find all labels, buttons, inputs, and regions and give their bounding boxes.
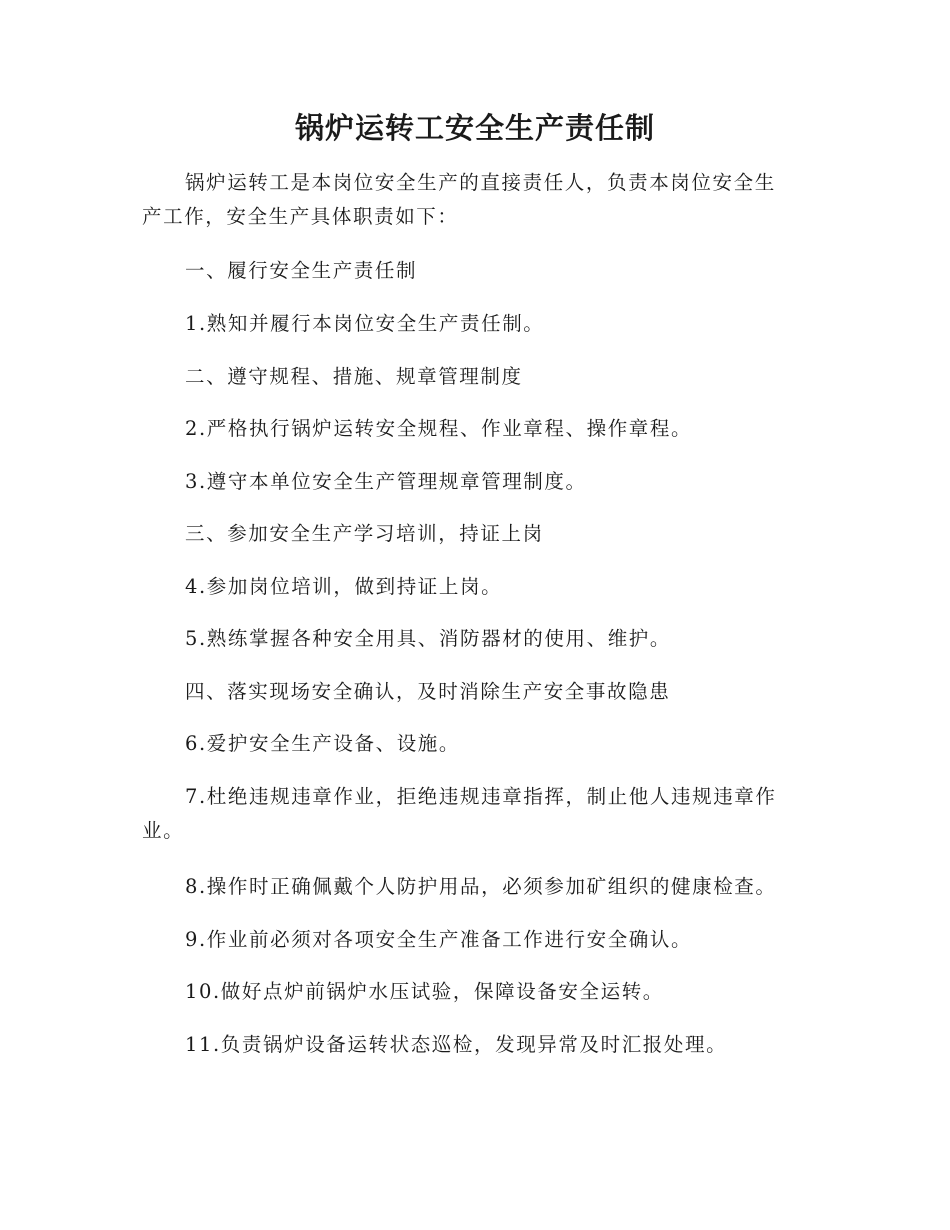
item-7-line-2: 业。 [142,819,185,842]
intro-line-1: 锅炉运转工是本岗位安全生产的直接责任人，负责本岗位安全生 [185,171,776,194]
item-11: 11.负责锅炉设备运转状态巡检，发现异常及时汇报处理。 [185,1033,728,1056]
item-8: 8.操作时正确佩戴个人防护用品，必须参加矿组织的健康检查。 [185,875,777,898]
section-heading-1: 一、履行安全生产责任制 [185,259,418,282]
document-title: 锅炉运转工安全生产责任制 [294,111,655,145]
item-2: 2.严格执行锅炉运转安全规程、作业章程、操作章程。 [185,417,693,440]
item-6: 6.爱护安全生产设备、设施。 [185,732,461,755]
item-4: 4.参加岗位培训，做到持证上岗。 [185,575,503,598]
item-5: 5.熟练掌握各种安全用具、消防器材的使用、维护。 [185,627,672,650]
section-heading-3: 三、参加安全生产学习培训，持证上岗 [185,522,544,545]
intro-line-2: 产工作，安全生产具体职责如下： [142,205,459,228]
section-heading-4: 四、落实现场安全确认，及时消除生产安全事故隐患 [185,680,671,703]
item-9: 9.作业前必须对各项安全生产准备工作进行安全确认。 [185,928,693,951]
item-3: 3.遵守本单位安全生产管理规章管理制度。 [185,470,587,493]
intro-paragraph [142,166,802,234]
section-heading-2: 二、遵守规程、措施、规章管理制度 [185,365,523,388]
item-7-line-1: 7.杜绝违规违章作业，拒绝违规违章指挥，制止他人违规违章作 [185,785,777,808]
item-1: 1.熟知并履行本岗位安全生产责任制。 [185,312,545,335]
item-7 [142,780,802,848]
item-10: 10.做好点炉前锅炉水压试验，保障设备安全运转。 [185,980,664,1003]
